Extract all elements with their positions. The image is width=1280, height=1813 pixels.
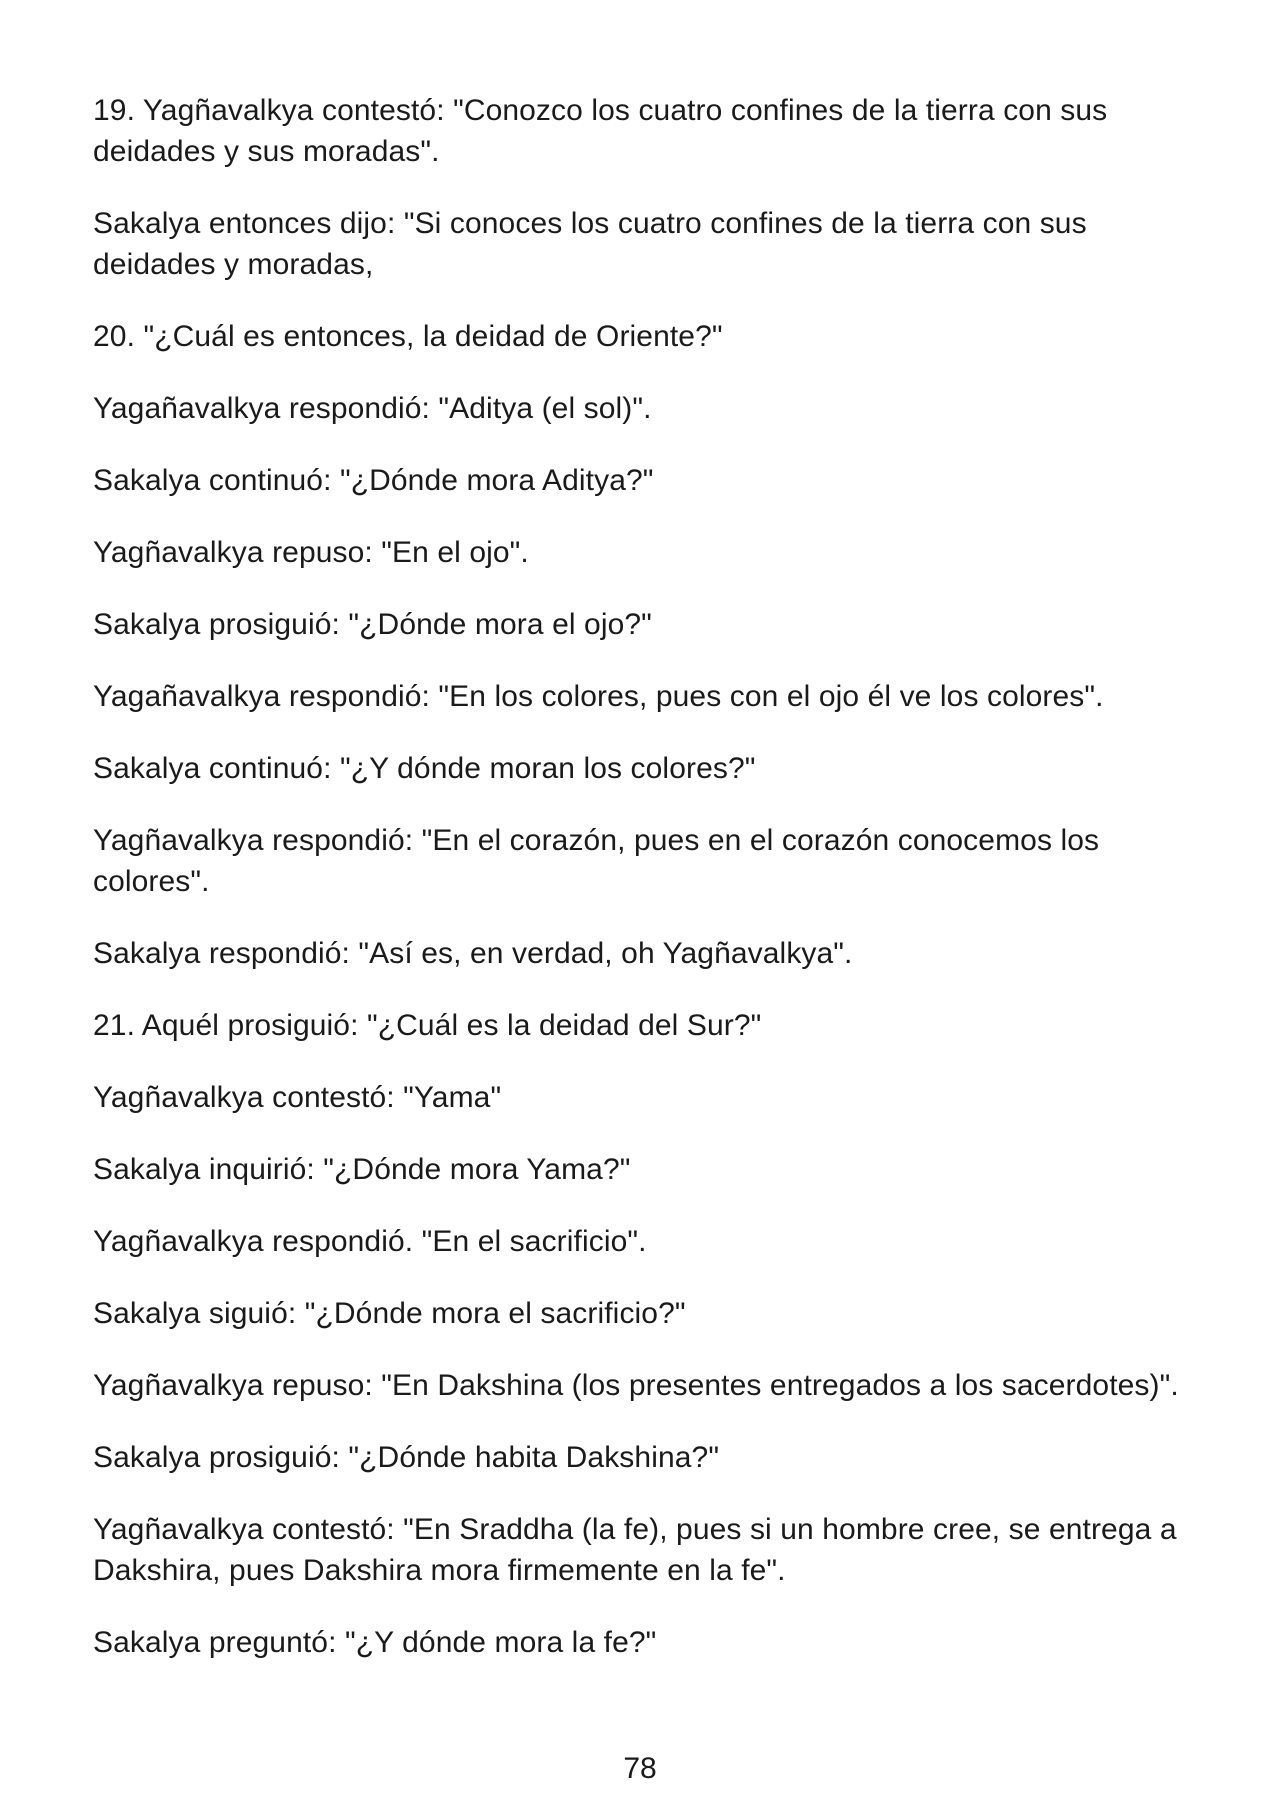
paragraph: Yagñavalkya contestó: "Yama" (93, 1081, 502, 1114)
paragraph: Yagñavalkya respondió. "En el sacrificio". (93, 1225, 647, 1258)
page-number: 78 (623, 1752, 657, 1785)
paragraph: Yagñavalkya contestó: "En Sraddha (la fe), pues si un hombre cree, se entrega a Dakshira, pues Dakshira mora firmemente en la fe". (93, 1513, 1177, 1587)
paragraph: Sakalya inquirió: "¿Dónde mora Yama?" (93, 1153, 631, 1186)
paragraph: 21. Aquél prosiguió: "¿Cuál es la deidad del Sur?" (93, 1009, 762, 1042)
paragraph: 19. Yagñavalkya contestó: "Conozco los cuatro confines de la tierra con sus deidades y sus moradas". (93, 94, 1108, 168)
paragraph: 20. "¿Cuál es entonces, la deidad de Oriente?" (93, 320, 723, 353)
paragraph: Sakalya respondió: "Así es, en verdad, oh Yagñavalkya". (93, 937, 853, 970)
paragraph: Yagñavalkya repuso: "En Dakshina (los presentes entregados a los sacerdotes)". (93, 1369, 1179, 1402)
paragraph: Sakalya entonces dijo: "Si conoces los cuatro confines de la tierra con sus deidades y moradas, (93, 207, 1087, 281)
body-text (93, 90, 1208, 1694)
paragraph: Sakalya siguió: "¿Dónde mora el sacrificio?" (93, 1297, 686, 1330)
paragraph: Sakalya prosiguió: "¿Dónde mora el ojo?" (93, 608, 652, 641)
paragraph: Yagañavalkya respondió: "En los colores, pues con el ojo él ve los colores". (93, 680, 1104, 713)
paragraph: Yagañavalkya respondió: "Aditya (el sol)". (93, 392, 652, 425)
paragraph: Sakalya prosiguió: "¿Dónde habita Dakshina?" (93, 1441, 720, 1474)
paragraph: Sakalya continuó: "¿Dónde mora Aditya?" (93, 464, 654, 497)
paragraph: Yagñavalkya repuso: "En el ojo". (93, 536, 529, 569)
paragraph: Yagñavalkya respondió: "En el corazón, pues en el corazón conocemos los colores". (93, 824, 1100, 898)
paragraph: Sakalya continuó: "¿Y dónde moran los colores?" (93, 752, 756, 785)
paragraph: Sakalya preguntó: "¿Y dónde mora la fe?" (93, 1626, 657, 1659)
